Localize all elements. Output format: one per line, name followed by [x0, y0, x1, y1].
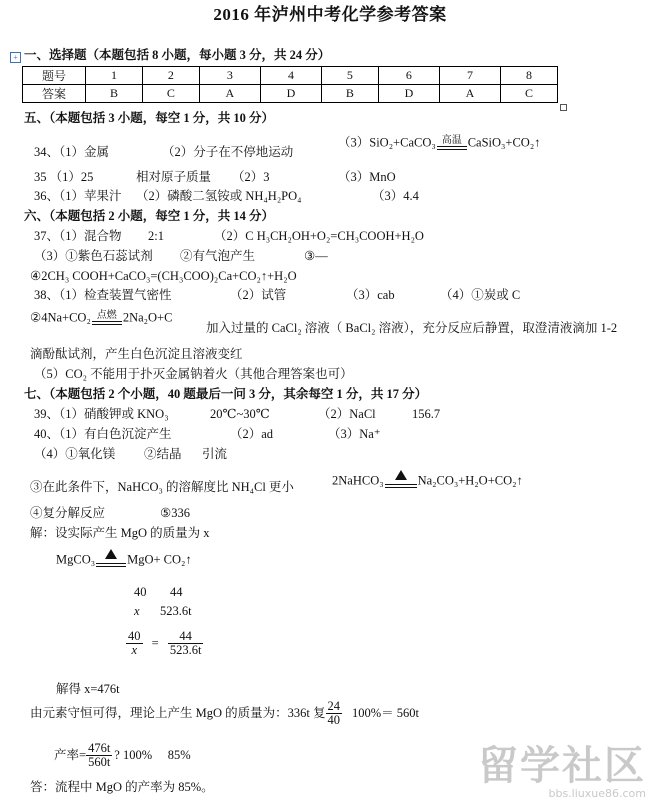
- equation-left: 2NaHCO₃: [332, 473, 384, 488]
- table-cell: A: [439, 85, 500, 103]
- table-cell: 8: [501, 67, 558, 85]
- table-cell: 2: [142, 67, 199, 85]
- q38-answer-4: （4）①炭或 C: [440, 288, 521, 302]
- table-row: [23, 67, 558, 85]
- page-title: 2016 年泸州中考化学参考答案: [213, 5, 447, 24]
- reaction-condition: 点燃: [96, 310, 117, 321]
- ratio-value: 40: [134, 585, 147, 599]
- final-answer: 答：流程中 MgO 的产率为 85%。: [30, 780, 214, 794]
- q37-answer-1: 37、（1）混合物: [34, 229, 122, 243]
- table-cell: C: [142, 85, 199, 103]
- q34-answer-1: 34、（1）金属: [34, 145, 110, 159]
- watermark: [478, 744, 646, 800]
- table-cell: A: [199, 85, 260, 103]
- ratio-unknown: x: [134, 604, 140, 618]
- table-cell: 1: [86, 67, 143, 85]
- heat-triangle-icon: [385, 470, 417, 484]
- q40-answer-4e: ④复分解反应: [30, 506, 106, 520]
- table-cell: 7: [439, 67, 500, 85]
- table-cell: 答案: [23, 85, 86, 103]
- table-cell: D: [378, 85, 439, 103]
- table-cell: B: [86, 85, 143, 103]
- table-cell: 6: [378, 67, 439, 85]
- q40-answer-5: ⑤336: [160, 506, 190, 520]
- q36-answer-3: （3）4.4: [372, 189, 419, 203]
- proportion-equation: $\frac{40}{x}$ = $\frac{44}{523.6t}$: [128, 629, 202, 658]
- q38-answer-5: （5）CO₂ 不能用于扑灭金属钠着火（其他合理答案也可）: [34, 367, 353, 381]
- reaction-arrow: [92, 310, 122, 325]
- q36-answer-1: 36、（1）苹果汁: [34, 189, 122, 203]
- q40-answer-4b: ②结晶: [144, 447, 182, 461]
- ratio-value: 44: [170, 585, 183, 599]
- q37-answer-3b: ②有气泡产生: [180, 249, 256, 263]
- q38-answer-2: （2）试管: [230, 288, 287, 302]
- solution-intro: 解：设实际产生 MgO 的质量为 x: [30, 526, 210, 540]
- solution-result: 解得 x=476t: [56, 682, 120, 696]
- q37-answer-3c: ③—: [304, 249, 328, 263]
- equation-left: MgCO₃: [56, 552, 96, 567]
- q40-equation: [332, 470, 523, 488]
- table-cell: B: [321, 85, 378, 103]
- q40-answer-4d: ③在此条件下，NaHCO₃ 的溶解度比 NH₄Cl 更小: [30, 480, 294, 494]
- table-cell: D: [260, 85, 321, 103]
- theoretical-mass-line: 由元素守恒可得，理论上产生 MgO 的质量为：336t 复 $\frac{24}{40}$ 100%＝ 560t: [30, 699, 420, 728]
- section-heading-5: 五、（本题包括 3 小题，每空 1 分，共 10 分）: [24, 111, 275, 125]
- section-heading-6: 六、（本题包括 2 小题，每空 1 分，共 14 分）: [24, 209, 275, 223]
- table-row: [23, 85, 558, 103]
- reaction-condition: 高温: [441, 135, 462, 146]
- table-cell: 题号: [23, 67, 86, 85]
- table-move-handle-icon[interactable]: +: [10, 52, 21, 63]
- q40-answer-4c: 引流: [202, 447, 228, 461]
- q40-answer-3: （3）Na⁺: [328, 427, 381, 441]
- yield-line: 产率= $\frac{476t}{560t}$ ? 100% 85%: [54, 741, 191, 770]
- q40-answer-2: （2）ad: [230, 427, 274, 441]
- section-heading-7: 七、（本题包括 2 个小题，40 题最后一问 3 分，其余每空 1 分，共 17 分）: [24, 387, 428, 401]
- q37-equation-1: （2）C H₃CH₂OH+O₂=CH₃COOH+H₂O: [214, 229, 424, 243]
- q38-procedure-text-2: 滴酚酞试剂，产生白色沉淀且溶液变红: [30, 347, 243, 361]
- equation-right: Na₂CO₃+H₂O+CO₂↑: [417, 473, 523, 488]
- q39-answer-1: 39、（1）硝酸钾或 KNO₃: [34, 407, 169, 421]
- reaction-arrow: [96, 549, 126, 567]
- heat-triangle-icon: [96, 549, 126, 563]
- q39-answer-2: （2）NaCl: [318, 407, 376, 421]
- q38-equation: [30, 310, 172, 325]
- ratio-value: 523.6t: [160, 604, 192, 618]
- equation-left: ②4Na+CO₂: [30, 310, 91, 325]
- table-cell: C: [501, 85, 558, 103]
- q34-equation: [338, 135, 540, 150]
- equation-left: （3）SiO₂+CaCO₃: [338, 135, 436, 150]
- q36-answer-2: （2）磷酸二氢铵或 NH₄H₂PO₄: [136, 189, 302, 203]
- solution-equation: [56, 549, 192, 567]
- q37-ratio: 2:1: [148, 229, 164, 243]
- table-cell: 4: [260, 67, 321, 85]
- equation-right: CaSiO₃+CO₂↑: [467, 135, 541, 150]
- table-resize-handle[interactable]: [560, 104, 567, 111]
- q35-answer-3: （2）3: [232, 170, 270, 184]
- q37-equation-2: ④2CH₃ COOH+CaCO₃=(CH₃COO)₂Ca+CO₂↑+H₂O: [30, 269, 297, 283]
- answer-table: [22, 66, 558, 103]
- q38-answer-3: （3）cab: [346, 288, 395, 302]
- q35-answer-2: 相对原子质量: [136, 170, 212, 184]
- q35-answer-1: 35 （1）25: [34, 170, 94, 184]
- table-cell: 3: [199, 67, 260, 85]
- equation-right: 2Na₂O+C: [122, 310, 173, 325]
- section-heading-1: 一、选择题（本题包括 8 小题，每小题 3 分，共 24 分）: [24, 48, 331, 62]
- q39-temperature: 20℃~30℃: [210, 407, 270, 421]
- q35-answer-4: （3）MnO: [338, 170, 396, 184]
- fraction: $\frac{40}{x}$: [128, 629, 141, 658]
- q34-answer-2: （2）分子在不停地运动: [162, 145, 294, 159]
- q40-answer-4a: （4）①氧化镁: [34, 447, 116, 461]
- fraction: $\frac{24}{40}$: [327, 699, 340, 728]
- table-cell: 5: [321, 67, 378, 85]
- watermark-url: bbs.liuxue86.com: [548, 787, 646, 800]
- q39-value: 156.7: [412, 407, 441, 421]
- q40-answer-1: 40、（1）有白色沉淀产生: [34, 427, 172, 441]
- watermark-logo: 留学社区: [478, 743, 646, 789]
- reaction-arrow: [385, 470, 417, 488]
- q38-procedure-text: 加入过量的 CaCl₂ 溶液（ BaCl₂ 溶液），充分反应后静置，取澄清液滴加 1-2: [206, 321, 618, 335]
- fraction: $\frac{44}{523.6t}$: [169, 629, 202, 658]
- q37-answer-3a: （3）①紫色石蕊试剂: [34, 249, 153, 263]
- fraction: $\frac{476t}{560t}$: [88, 741, 111, 770]
- reaction-arrow: [437, 135, 467, 150]
- q38-answer-1: 38、（1）检查装置气密性: [34, 288, 172, 302]
- equation-right: MgO+ CO₂↑: [127, 552, 192, 567]
